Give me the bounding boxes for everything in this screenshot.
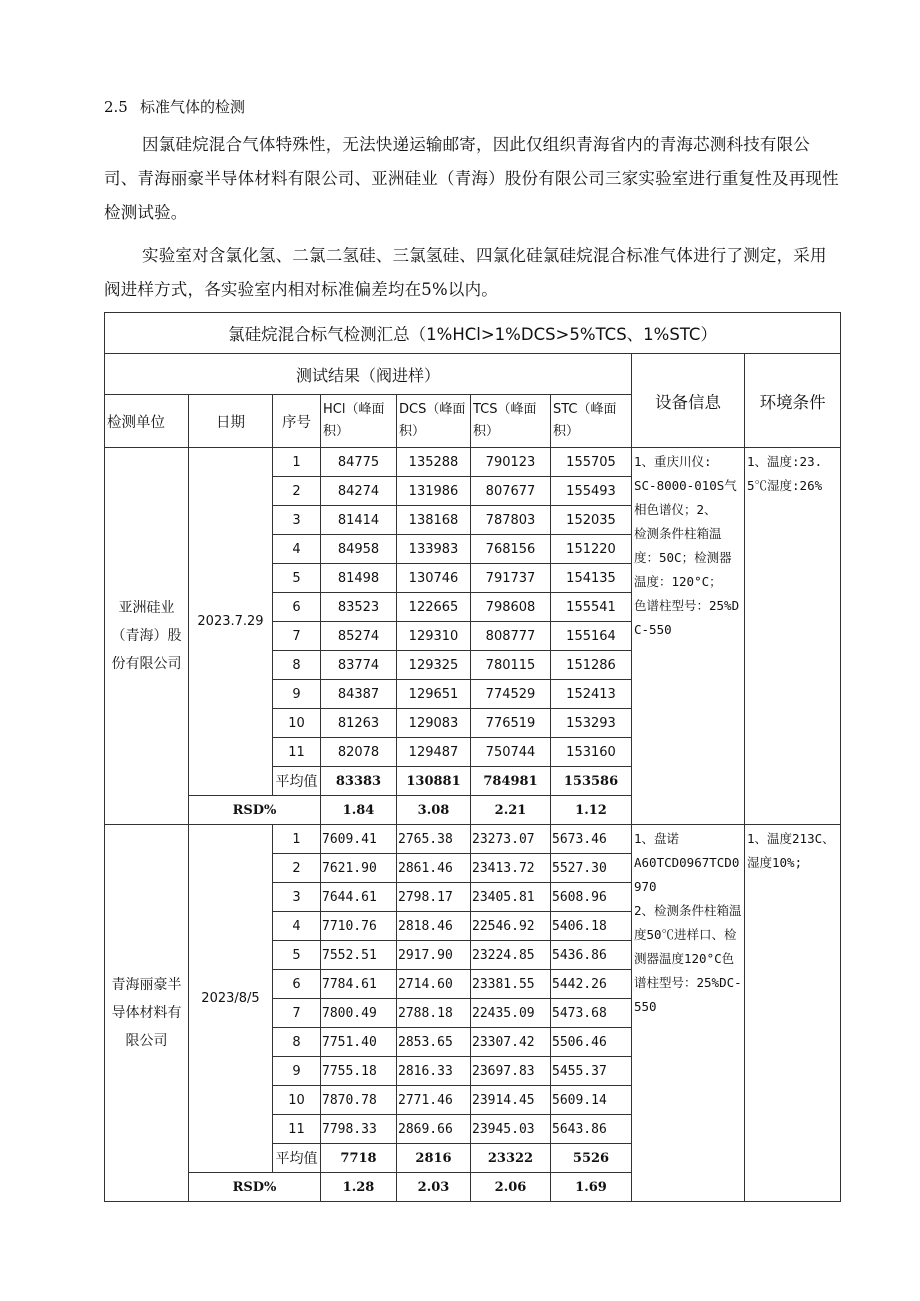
col-header-dcs: DCS（峰面积） [397,395,471,448]
value-cell: 5527.30 [551,854,632,883]
col-header-seq: 序号 [273,395,321,448]
value-cell: 85274 [321,622,397,651]
value-cell: 791737 [471,564,551,593]
value-cell: 129310 [397,622,471,651]
seq-cell: 5 [273,941,321,970]
rsd-value: 1.28 [321,1173,397,1202]
value-cell: 7755.18 [321,1057,397,1086]
value-cell: 768156 [471,535,551,564]
value-cell: 5506.46 [551,1028,632,1057]
value-cell: 83523 [321,593,397,622]
equipment-info [632,825,745,1202]
average-value: 5526 [551,1144,632,1173]
equipment-line: 检测条件柱箱温度：50C；检测器温度：120°C； [634,526,732,589]
seq-cell: 9 [273,680,321,709]
seq-cell: 10 [273,709,321,738]
value-cell: 5673.46 [551,825,632,854]
value-cell: 5609.14 [551,1086,632,1115]
value-cell: 7784.61 [321,970,397,999]
summary-table [104,312,841,1202]
value-cell: 153160 [551,738,632,767]
seq-cell: 3 [273,506,321,535]
value-cell: 129651 [397,680,471,709]
equipment-line: SC-8000-010S气相色谱仪；2、 [634,478,737,517]
value-cell: 130746 [397,564,471,593]
value-cell: 2798.17 [397,883,471,912]
rsd-label: RSD% [189,1173,321,1202]
lab-name: 亚洲硅业（青海）股份有限公司 [105,448,189,825]
lab-name: 青海丽豪半导体材料有限公司 [105,825,189,1202]
value-cell: 2788.18 [397,999,471,1028]
value-cell: 84274 [321,477,397,506]
test-date: 2023/8/5 [189,825,273,1173]
average-value: 153586 [551,767,632,796]
value-cell: 774529 [471,680,551,709]
value-cell: 22435.09 [471,999,551,1028]
value-cell: 23405.81 [471,883,551,912]
value-cell: 790123 [471,448,551,477]
average-value: 83383 [321,767,397,796]
section-number: 2.5 [104,98,128,116]
seq-cell: 10 [273,1086,321,1115]
value-cell: 152413 [551,680,632,709]
value-cell: 5473.68 [551,999,632,1028]
seq-cell: 2 [273,854,321,883]
rsd-value: 1.12 [551,796,632,825]
value-cell: 7621.90 [321,854,397,883]
value-cell: 23273.07 [471,825,551,854]
value-cell: 84958 [321,535,397,564]
seq-cell: 8 [273,651,321,680]
seq-cell: 7 [273,999,321,1028]
value-cell: 7644.61 [321,883,397,912]
value-cell: 23307.42 [471,1028,551,1057]
rsd-value: 1.84 [321,796,397,825]
seq-cell: 5 [273,564,321,593]
section-title: 标准气体的检测 [140,98,246,116]
average-value: 23322 [471,1144,551,1173]
value-cell: 5643.86 [551,1115,632,1144]
paragraph-1: 因氯硅烷混合气体特殊性，无法快递运输邮寄，因此仅组织青海省内的青海芯测科技有限公司、青海丽豪半导体材料有限公司、亚洲硅业（青海）股份有限公司三家实验室进行重复性及再现性检测试验。 [104,135,839,222]
value-cell: 81263 [321,709,397,738]
value-cell: 7552.51 [321,941,397,970]
value-cell: 129487 [397,738,471,767]
test-date: 2023.7.29 [189,448,273,796]
env-header: 环境条件 [745,354,841,448]
env-line: 1、温度:23.5℃湿度:26% [747,454,823,493]
value-cell: 7710.76 [321,912,397,941]
paragraph-2: 实验室对含氯化氢、二氯二氢硅、三氯氢硅、四氯化硅氯硅烷混合标准气体进行了测定，采用阀进样方式，各实验室内相对标准偏差均在5%以内。 [104,246,827,299]
seq-cell: 1 [273,825,321,854]
value-cell: 807677 [471,477,551,506]
equipment-line: 1、重庆川仪: [634,454,712,469]
section-heading [104,96,245,117]
col-header-hcl: HCl（峰面积） [321,395,397,448]
env-line: 1、温度213C、湿度10%; [747,831,835,870]
value-cell: 2714.60 [397,970,471,999]
seq-cell: 2 [273,477,321,506]
equipment-header: 设备信息 [632,354,745,448]
average-value: 784981 [471,767,551,796]
seq-cell: 1 [273,448,321,477]
value-cell: 153293 [551,709,632,738]
equipment-info [632,448,745,825]
value-cell: 155493 [551,477,632,506]
value-cell: 5455.37 [551,1057,632,1086]
seq-cell: 8 [273,1028,321,1057]
value-cell: 81414 [321,506,397,535]
value-cell: 84775 [321,448,397,477]
col-header-tcs: TCS（峰面积） [471,395,551,448]
value-cell: 152035 [551,506,632,535]
value-cell: 135288 [397,448,471,477]
value-cell: 780115 [471,651,551,680]
value-cell: 7800.49 [321,999,397,1028]
value-cell: 133983 [397,535,471,564]
table-row [105,825,841,854]
value-cell: 129083 [397,709,471,738]
table-subtitle: 测试结果（阀进样） [105,354,632,395]
value-cell: 155705 [551,448,632,477]
value-cell: 7798.33 [321,1115,397,1144]
rsd-value: 3.08 [397,796,471,825]
value-cell: 23413.72 [471,854,551,883]
value-cell: 7609.41 [321,825,397,854]
value-cell: 151286 [551,651,632,680]
env-info [745,448,841,825]
value-cell: 5406.18 [551,912,632,941]
value-cell: 5608.96 [551,883,632,912]
value-cell: 2869.66 [397,1115,471,1144]
value-cell: 2816.33 [397,1057,471,1086]
value-cell: 2861.46 [397,854,471,883]
col-header-date: 日期 [189,395,273,448]
value-cell: 7870.78 [321,1086,397,1115]
value-cell: 5436.86 [551,941,632,970]
seq-cell: 4 [273,912,321,941]
rsd-label: RSD% [189,796,321,825]
value-cell: 154135 [551,564,632,593]
value-cell: 151220 [551,535,632,564]
value-cell: 23381.55 [471,970,551,999]
value-cell: 129325 [397,651,471,680]
seq-cell: 4 [273,535,321,564]
value-cell: 2771.46 [397,1086,471,1115]
seq-cell: 9 [273,1057,321,1086]
value-cell: 2853.65 [397,1028,471,1057]
equipment-line: 色谱柱型号：25%DC-550 [634,598,740,637]
equipment-line: 1、盘诺 [634,831,680,846]
value-cell: 776519 [471,709,551,738]
seq-cell: 6 [273,970,321,999]
seq-cell: 7 [273,622,321,651]
table-row [105,448,841,477]
equipment-line: A60TCD0967TCD0970 [634,855,740,894]
value-cell: 7751.40 [321,1028,397,1057]
value-cell: 23914.45 [471,1086,551,1115]
value-cell: 138168 [397,506,471,535]
value-cell: 750744 [471,738,551,767]
value-cell: 787803 [471,506,551,535]
rsd-value: 2.03 [397,1173,471,1202]
value-cell: 2917.90 [397,941,471,970]
value-cell: 131986 [397,477,471,506]
rsd-value: 2.06 [471,1173,551,1202]
seq-cell: 6 [273,593,321,622]
average-value: 7718 [321,1144,397,1173]
value-cell: 82078 [321,738,397,767]
value-cell: 23945.03 [471,1115,551,1144]
value-cell: 83774 [321,651,397,680]
average-value: 2816 [397,1144,471,1173]
rsd-value: 1.69 [551,1173,632,1202]
value-cell: 122665 [397,593,471,622]
value-cell: 84387 [321,680,397,709]
value-cell: 155164 [551,622,632,651]
value-cell: 798608 [471,593,551,622]
average-value: 130881 [397,767,471,796]
value-cell: 23697.83 [471,1057,551,1086]
seq-cell: 11 [273,1115,321,1144]
value-cell: 2818.46 [397,912,471,941]
value-cell: 5442.26 [551,970,632,999]
value-cell: 155541 [551,593,632,622]
col-header-lab: 检测单位 [105,395,189,448]
average-label: 平均值 [273,767,321,796]
col-header-stc: STC（峰面积） [551,395,632,448]
table-title: 氯硅烷混合标气检测汇总（1%HCl>1%DCS>5%TCS、1%STC） [105,313,841,354]
value-cell: 81498 [321,564,397,593]
equipment-line: 2、检测条件柱箱温度50℃进样口、检测器温度120°C色谱柱型号：25%DC-550 [634,903,742,1014]
average-label: 平均值 [273,1144,321,1173]
seq-cell: 3 [273,883,321,912]
env-info [745,825,841,1202]
value-cell: 2765.38 [397,825,471,854]
value-cell: 23224.85 [471,941,551,970]
rsd-value: 2.21 [471,796,551,825]
value-cell: 22546.92 [471,912,551,941]
seq-cell: 11 [273,738,321,767]
value-cell: 808777 [471,622,551,651]
